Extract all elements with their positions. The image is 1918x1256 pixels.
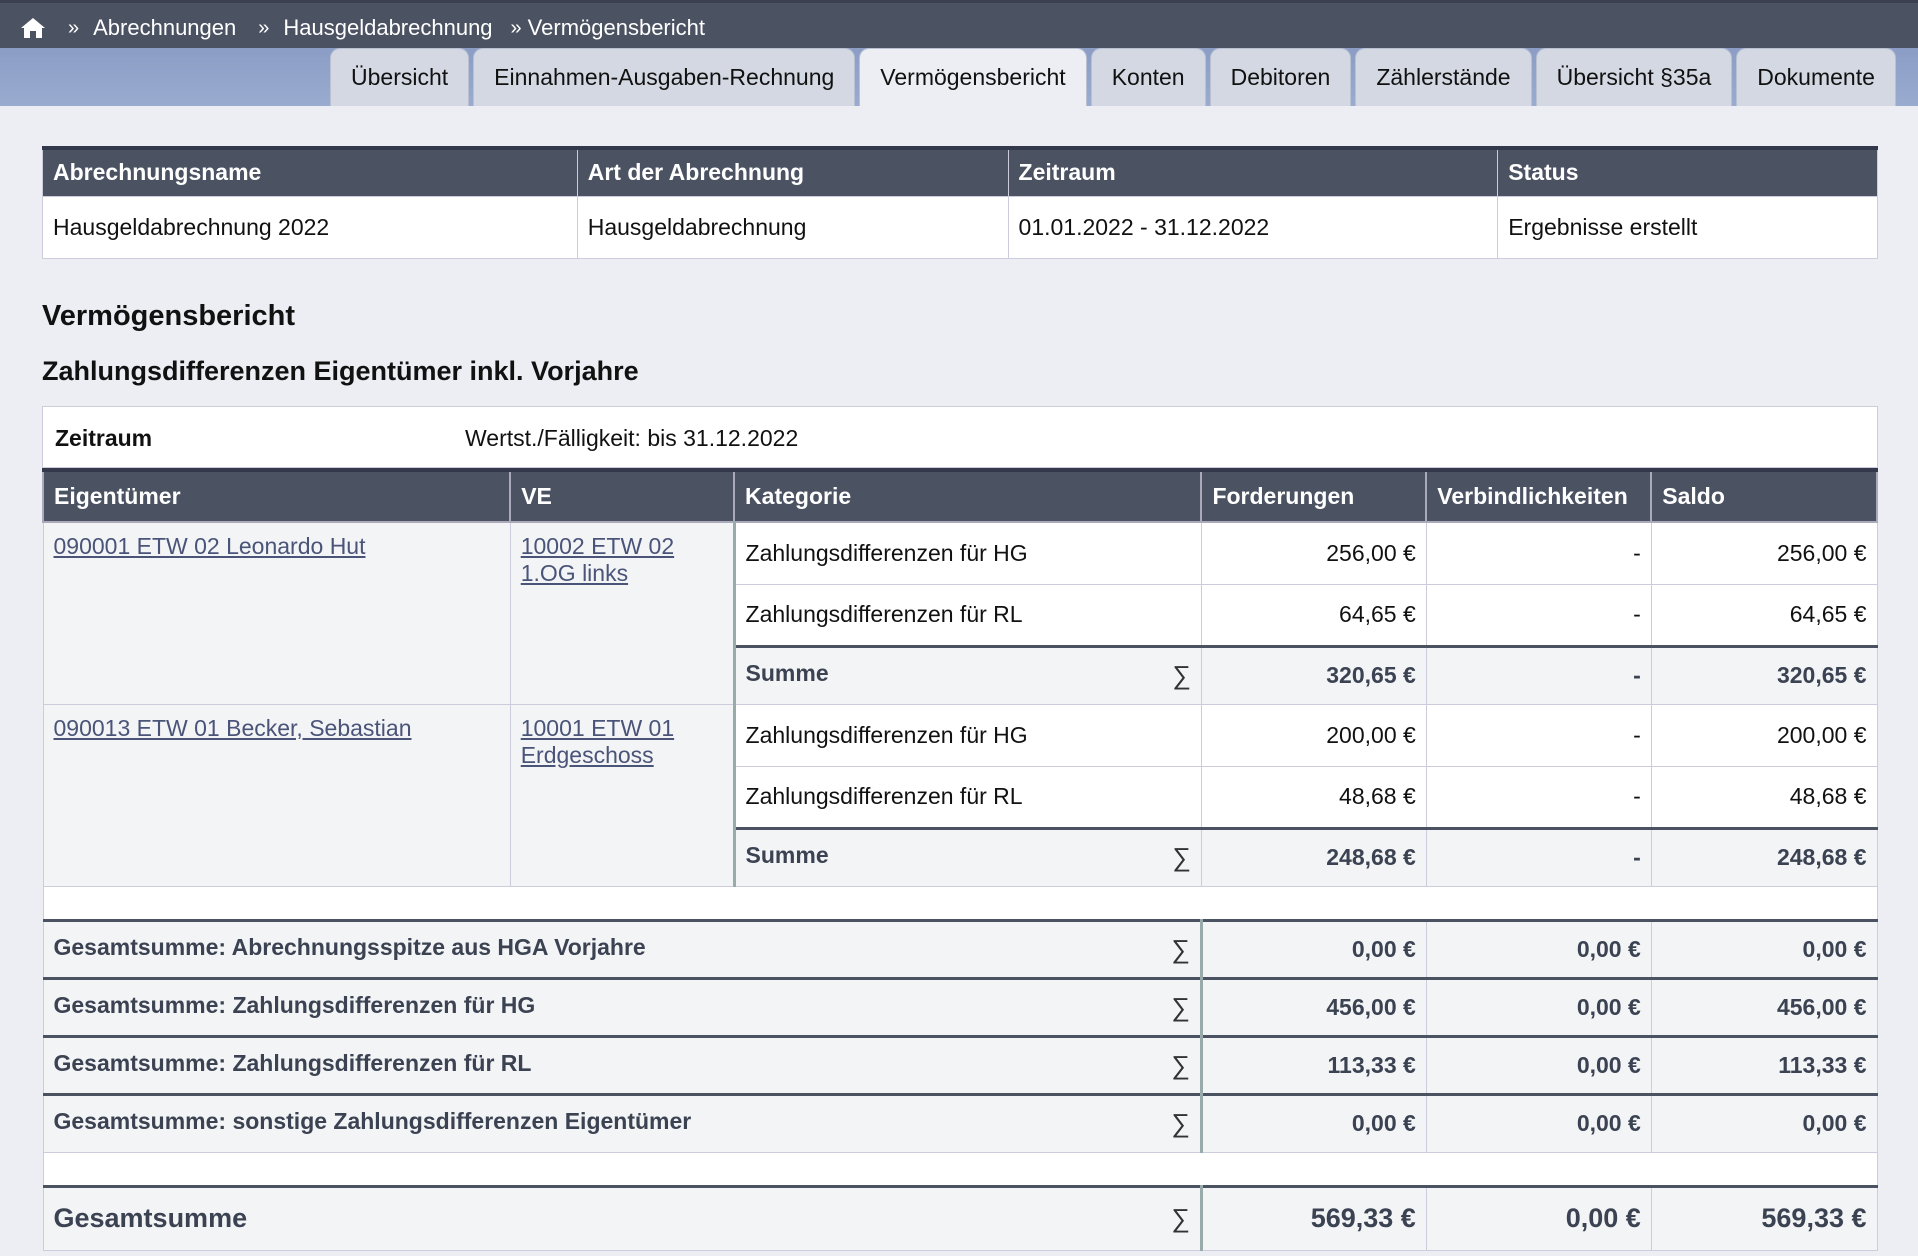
total-saldo: 0,00 €: [1651, 1094, 1877, 1152]
grand-total-row: [43, 1186, 1877, 1250]
cell-status: Ergebnisse erstellt: [1498, 196, 1878, 258]
owner-cell: [43, 704, 510, 886]
forderungen-cell: 48,68 €: [1201, 766, 1426, 828]
tab-konten[interactable]: Konten: [1091, 48, 1206, 106]
ve-link[interactable]: 10001 ETW 01 Erdgeschoss: [520, 714, 675, 768]
sum-label-cell: [734, 646, 1201, 704]
total-label: Gesamtsumme: sonstige Zahlungsdifferenzen Eigentümer: [53, 1108, 692, 1134]
total-row: [43, 920, 1877, 978]
header-saldo: Saldo: [1651, 470, 1877, 522]
total-label: Gesamtsumme: Abrechnungsspitze aus HGA Vorjahre: [53, 933, 646, 960]
sum-label-cell: [734, 828, 1201, 886]
breadcrumb-separator: »: [258, 16, 270, 39]
sigma-icon: ∑: [1171, 991, 1190, 1022]
total-saldo: 0,00 €: [1651, 920, 1877, 978]
ve-cell: [510, 522, 734, 704]
tab-list: [330, 48, 1896, 106]
forderungen-cell: 64,65 €: [1201, 584, 1426, 646]
kategorie-cell: Zahlungsdifferenzen für RL: [734, 584, 1201, 646]
owner-cell: [43, 522, 510, 704]
header-verbindlichkeiten: Verbindlichkeiten: [1426, 470, 1651, 522]
total-forderungen: 456,00 €: [1201, 978, 1426, 1036]
sigma-icon: ∑: [1171, 933, 1190, 964]
header-forderungen: Forderungen: [1201, 470, 1426, 522]
period-row: [42, 406, 1878, 468]
total-verbindlichkeiten: 0,00 €: [1426, 1036, 1651, 1094]
grand-total-saldo: 569,33 €: [1651, 1186, 1877, 1250]
grand-total-forderungen: 569,33 €: [1201, 1186, 1426, 1250]
cell-art: Hausgeldabrechnung: [577, 196, 1008, 258]
section-title: Zahlungsdifferenzen Eigentümer inkl. Vorjahre: [42, 356, 639, 386]
grand-total-label-cell: [43, 1186, 1201, 1250]
tab-uebersicht-35a[interactable]: Übersicht §35a: [1536, 48, 1733, 106]
total-row: [43, 1036, 1877, 1094]
header-art: Art der Abrechnung: [577, 148, 1008, 196]
verbindlichkeiten-cell: -: [1426, 704, 1651, 766]
ve-cell: [510, 704, 734, 886]
kategorie-cell: Zahlungsdifferenzen für HG: [734, 704, 1201, 766]
kategorie-cell: Zahlungsdifferenzen für HG: [734, 522, 1201, 584]
total-label-cell: [43, 1094, 1201, 1152]
verbindlichkeiten-cell: -: [1426, 584, 1651, 646]
verbindlichkeiten-cell: -: [1426, 766, 1651, 828]
home-icon[interactable]: [20, 16, 46, 40]
kategorie-cell: Zahlungsdifferenzen für RL: [734, 766, 1201, 828]
breadcrumb-current: Vermögensbericht: [527, 15, 705, 40]
breadcrumb-separator: »: [68, 16, 80, 39]
breadcrumb: [20, 15, 705, 41]
table-row: [43, 522, 1877, 584]
saldo-cell: 256,00 €: [1651, 522, 1877, 584]
sigma-icon: ∑: [1172, 842, 1191, 872]
sigma-icon: ∑: [1172, 660, 1191, 690]
owner-link[interactable]: 090013 ETW 01 Becker, Sebastian: [53, 714, 412, 741]
grand-total-label: Gesamtsumme: [53, 1203, 248, 1233]
total-verbindlichkeiten: 0,00 €: [1426, 1094, 1651, 1152]
header-abrechnungsname: Abrechnungsname: [43, 148, 578, 196]
total-forderungen: 113,33 €: [1201, 1036, 1426, 1094]
sum-saldo: 248,68 €: [1651, 828, 1877, 886]
sum-label: Summe: [745, 660, 829, 686]
total-label-cell: [43, 920, 1201, 978]
sum-forderungen: 248,68 €: [1201, 828, 1426, 886]
top-bar: [0, 0, 1918, 50]
cell-abrechnungsname: Hausgeldabrechnung 2022: [43, 196, 578, 258]
total-saldo: 113,33 €: [1651, 1036, 1877, 1094]
page-title: Vermögensbericht: [42, 300, 296, 332]
total-label-cell: [43, 978, 1201, 1036]
tab-uebersicht[interactable]: Übersicht: [330, 48, 469, 106]
verbindlichkeiten-cell: -: [1426, 522, 1651, 584]
total-row: [43, 978, 1877, 1036]
tab-strip: [0, 48, 1918, 106]
tab-vermoegensbericht[interactable]: Vermögensbericht: [859, 48, 1086, 106]
saldo-cell: 200,00 €: [1651, 704, 1877, 766]
header-status: Status: [1498, 148, 1878, 196]
period-value: Wertst./Fälligkeit: bis 31.12.2022: [465, 425, 799, 451]
grand-total-verbindlichkeiten: 0,00 €: [1426, 1186, 1651, 1250]
sum-verbindlichkeiten: -: [1426, 646, 1651, 704]
breadcrumb-abrechnungen[interactable]: Abrechnungen: [93, 15, 237, 40]
table-row: [43, 704, 1877, 766]
total-verbindlichkeiten: 0,00 €: [1426, 920, 1651, 978]
payment-differences-table: [42, 468, 1878, 1251]
cell-zeitraum: 01.01.2022 - 31.12.2022: [1008, 196, 1498, 258]
tab-dokumente[interactable]: Dokumente: [1736, 48, 1896, 106]
total-forderungen: 0,00 €: [1201, 920, 1426, 978]
sigma-icon: ∑: [1171, 1203, 1190, 1233]
header-ve: VE: [510, 470, 734, 522]
billing-info-table: [42, 146, 1878, 259]
breadcrumb-hausgeldabrechnung[interactable]: Hausgeldabrechnung: [283, 15, 493, 40]
total-forderungen: 0,00 €: [1201, 1094, 1426, 1152]
saldo-cell: 48,68 €: [1651, 766, 1877, 828]
header-kategorie: Kategorie: [734, 470, 1201, 522]
owner-link[interactable]: 090001 ETW 02 Leonardo Hut: [53, 533, 366, 559]
tab-debitoren[interactable]: Debitoren: [1210, 48, 1352, 106]
forderungen-cell: 200,00 €: [1201, 704, 1426, 766]
total-label: Gesamtsumme: Zahlungsdifferenzen für RL: [53, 1049, 532, 1076]
sum-saldo: 320,65 €: [1651, 646, 1877, 704]
breadcrumb-separator: »: [510, 16, 522, 39]
total-label-cell: [43, 1036, 1201, 1094]
sum-verbindlichkeiten: -: [1426, 828, 1651, 886]
spacer-row: [43, 1152, 1877, 1186]
tab-einnahmen-ausgaben[interactable]: Einnahmen-Ausgaben-Rechnung: [473, 48, 855, 106]
total-verbindlichkeiten: 0,00 €: [1426, 978, 1651, 1036]
spacer-row: [43, 886, 1877, 920]
total-label: Gesamtsumme: Zahlungsdifferenzen für HG: [53, 991, 536, 1018]
forderungen-cell: 256,00 €: [1201, 522, 1426, 584]
sigma-icon: ∑: [1171, 1049, 1190, 1080]
total-row: [43, 1094, 1877, 1152]
sigma-icon: ∑: [1171, 1108, 1190, 1138]
sum-label: Summe: [745, 842, 829, 868]
total-saldo: 456,00 €: [1651, 978, 1877, 1036]
header-eigentuemer: Eigentümer: [43, 470, 510, 522]
period-label: Zeitraum: [55, 425, 153, 451]
sum-forderungen: 320,65 €: [1201, 646, 1426, 704]
ve-link[interactable]: 10002 ETW 02 1.OG links: [520, 533, 675, 586]
tab-zaehlerstaende[interactable]: Zählerstände: [1355, 48, 1531, 106]
saldo-cell: 64,65 €: [1651, 584, 1877, 646]
header-zeitraum: Zeitraum: [1008, 148, 1498, 196]
